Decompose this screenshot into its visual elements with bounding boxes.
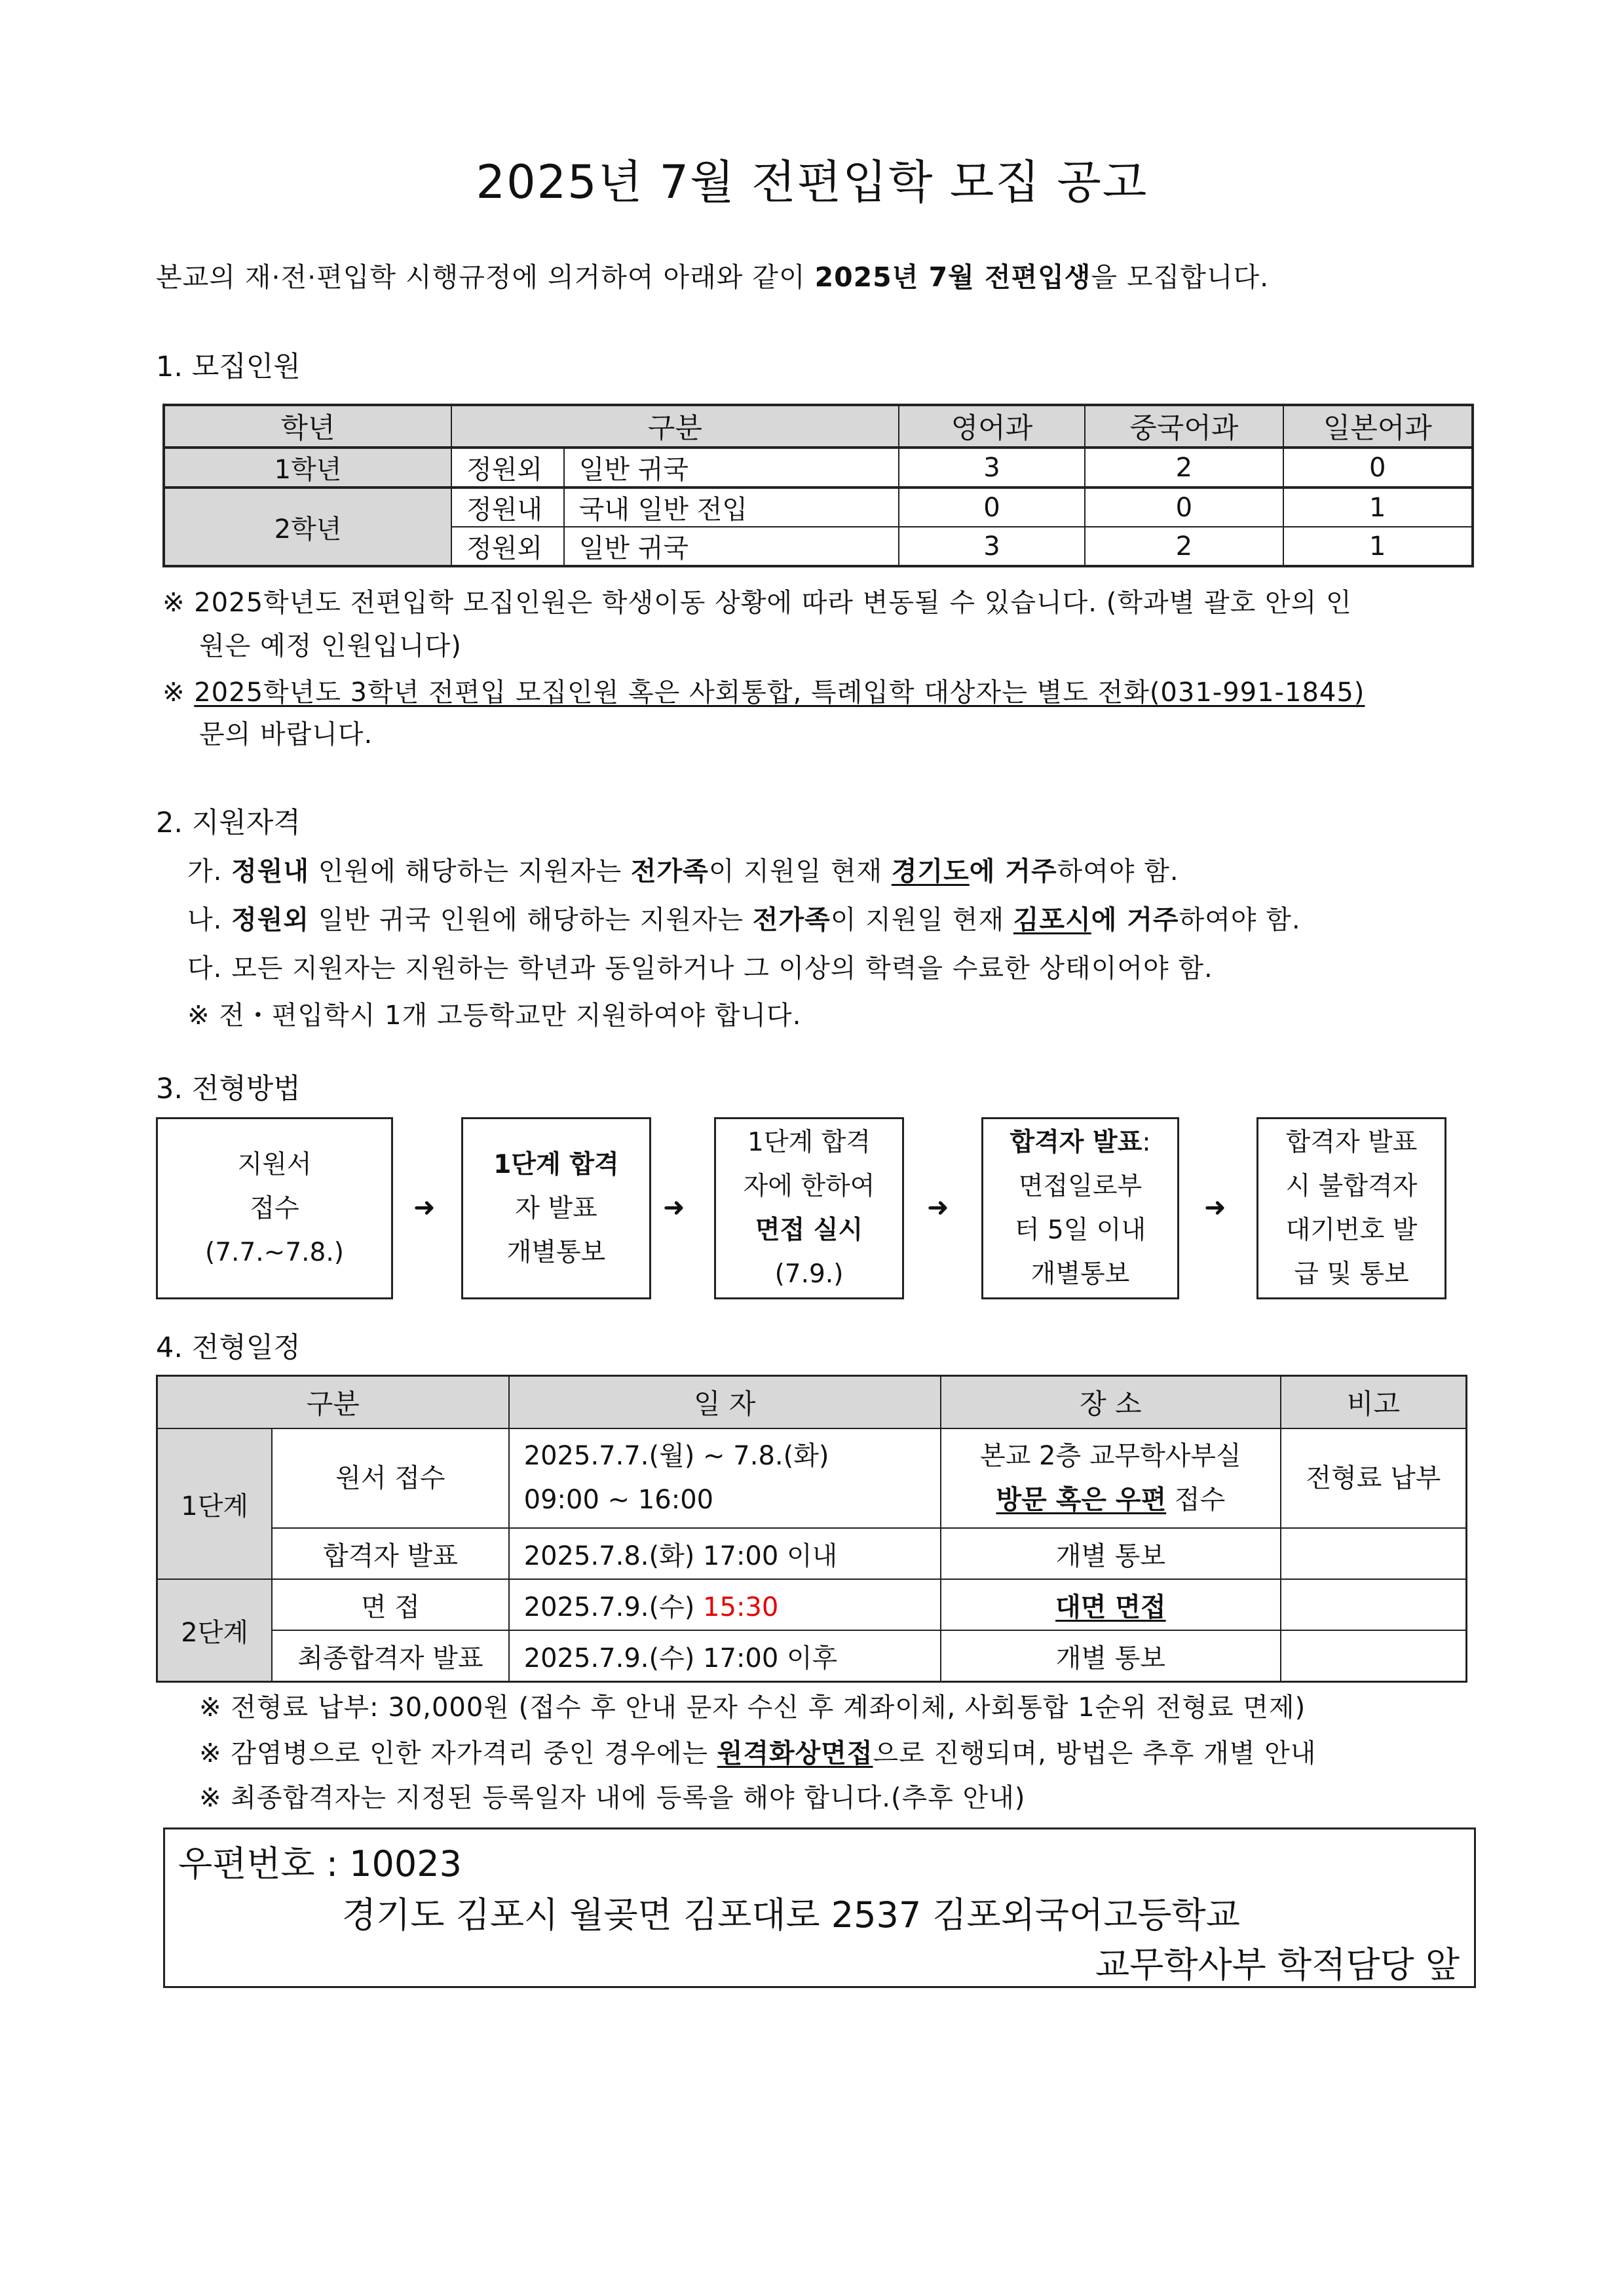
text: 하여야 함. — [1057, 856, 1179, 887]
place-cell: 개별 통보 — [941, 1630, 1281, 1682]
text: 하여야 함. — [1179, 905, 1301, 935]
address-line: 경기도 김포시 월곶면 김포대로 2537 김포외국어고등학교 — [342, 1894, 1240, 1936]
schedule-note-3: ※ 최종합격자는 지정된 등록일자 내에 등록을 해야 합니다.(추후 안내) — [199, 1783, 1026, 1813]
bold-term: 정원내 — [231, 856, 309, 887]
step-line: 1단계 합격 — [747, 1128, 871, 1157]
arrow-icon: ➜ — [663, 1193, 685, 1223]
note-cell — [1281, 1630, 1467, 1682]
bold-term: 합격자 발표 — [1010, 1128, 1142, 1157]
place-line — [941, 1478, 1280, 1522]
bold-term: 에 거주 — [969, 856, 1057, 887]
date-cell: 2025.7.9.(수) 17:00 이후 — [509, 1630, 941, 1682]
underlined-term: 김포시 — [1013, 905, 1091, 935]
stage-cell: 1단계 — [157, 1428, 273, 1579]
step-line: 자 발표 — [515, 1193, 597, 1223]
note-cell — [1281, 1528, 1467, 1579]
header-category: 구분 — [157, 1376, 509, 1429]
text: 인원에 해당하는 지원자는 — [309, 856, 631, 887]
schedule-table — [156, 1375, 1467, 1683]
table-row — [157, 1630, 1467, 1682]
english-cell: 0 — [899, 488, 1085, 527]
english-cell: 3 — [899, 527, 1085, 566]
header-note: 비고 — [1281, 1376, 1467, 1429]
step-box-5 — [1256, 1117, 1446, 1299]
item-marker: 가. — [187, 856, 232, 887]
header-japanese: 일본어과 — [1283, 405, 1473, 448]
step-line: 시 불합격자 — [1285, 1172, 1418, 1201]
note-cell — [1281, 1579, 1467, 1630]
recruitment-note-1: ※ 2025학년도 전편입학 모집인원은 학생이동 상황에 따라 변동될 수 있습니다. (학과별 괄호 안의 인 — [162, 588, 1352, 618]
type-cell: 정원내 — [451, 488, 564, 527]
grade-cell: 1학년 — [164, 448, 451, 488]
item-cell: 원서 접수 — [272, 1428, 508, 1528]
intro-text-end: 을 모집합니다. — [1091, 261, 1270, 293]
detail-cell: 일반 귀국 — [564, 448, 899, 488]
english-cell: 3 — [899, 448, 1085, 488]
section-heading-schedule: 4. 전형일정 — [156, 1331, 301, 1364]
text: 으로 진행되며, 방법은 추후 개별 안내 — [873, 1738, 1317, 1769]
japanese-cell: 1 — [1283, 488, 1473, 527]
header-place: 장 소 — [941, 1376, 1281, 1429]
step-line: (7.7.~7.8.) — [205, 1237, 344, 1267]
section-heading-eligibility: 2. 지원자격 — [156, 807, 301, 839]
place-cell — [941, 1428, 1281, 1528]
chinese-cell: 2 — [1085, 527, 1283, 566]
header-grade: 학년 — [164, 405, 451, 448]
recruitment-note-2 — [162, 672, 1365, 709]
step-line: 급 및 통보 — [1294, 1259, 1409, 1289]
note-mark: ※ — [162, 678, 195, 708]
step-box-3 — [714, 1117, 904, 1299]
date-line: 09:00 ~ 16:00 — [523, 1485, 714, 1515]
table-row — [164, 448, 1473, 488]
type-cell: 정원외 — [451, 448, 564, 488]
step-line — [1010, 1120, 1150, 1164]
note-underlined: 2025학년도 3학년 전편입 모집인원 혹은 사회통합, 특례입학 대상자는 별도 전화(031-991-1845) — [194, 678, 1365, 708]
header-type: 구분 — [451, 405, 899, 448]
step-box-4 — [981, 1117, 1179, 1299]
table-row — [157, 1528, 1467, 1579]
place-cell — [941, 1579, 1281, 1630]
underlined-term: 경기도 — [891, 856, 970, 887]
section-heading-method: 3. 전형방법 — [156, 1073, 301, 1105]
japanese-cell: 1 — [1283, 527, 1473, 566]
item-cell: 면 접 — [272, 1579, 508, 1630]
item-cell: 합격자 발표 — [272, 1528, 508, 1579]
item-cell: 최종합격자 발표 — [272, 1630, 508, 1682]
postal-code: 우편번호 : 10023 — [178, 1843, 462, 1885]
date-line: 2025.7.7.(월) ~ 7.8.(화) — [523, 1441, 829, 1471]
grade-cell: 2학년 — [164, 488, 451, 566]
step-line: 터 5일 이내 — [1014, 1215, 1146, 1245]
arrow-icon: ➜ — [1204, 1193, 1226, 1223]
detail-cell: 국내 일반 전입 — [564, 488, 899, 527]
step-line: 개별통보 — [1030, 1259, 1130, 1289]
intro-bold: 2025년 7월 전편입생 — [814, 261, 1091, 293]
recruitment-table — [162, 404, 1474, 567]
step-line: 합격자 발표 — [1285, 1128, 1418, 1157]
eligibility-item-a — [187, 851, 1179, 888]
bold-term: 전가족 — [630, 856, 709, 887]
recipient-line: 교무학사부 학적담당 앞 — [1095, 1944, 1460, 1985]
text: ※ 감염병으로 인한 자가격리 중인 경우에는 — [199, 1738, 717, 1769]
text: 일반 귀국 인원에 해당하는 지원자는 — [309, 905, 753, 935]
stage-cell: 2단계 — [157, 1579, 273, 1682]
step-box-2 — [461, 1117, 651, 1299]
schedule-note-2 — [199, 1732, 1316, 1770]
date-cell: 2025.7.8.(화) 17:00 이내 — [509, 1528, 941, 1579]
intro-paragraph — [156, 256, 1269, 294]
highlight-time: 15:30 — [703, 1592, 779, 1622]
address-box — [163, 1827, 1476, 1988]
eligibility-note: ※ 전・편입학시 1개 고등학교만 지원하여야 합니다. — [187, 1001, 802, 1031]
arrow-icon: ➜ — [927, 1193, 949, 1223]
table-header-row — [164, 405, 1473, 448]
eligibility-item-b — [187, 899, 1301, 936]
date-cell — [509, 1579, 941, 1630]
step-line: 면접 실시 — [755, 1215, 863, 1245]
table-header-row — [157, 1376, 1467, 1429]
date-cell — [509, 1428, 941, 1528]
place-line: 본교 2층 교무학사부실 — [980, 1441, 1241, 1471]
table-row — [164, 488, 1473, 527]
section-heading-recruitment: 1. 모집인원 — [156, 351, 301, 383]
table-row — [157, 1579, 1467, 1630]
arrow-icon: ➜ — [413, 1193, 436, 1223]
step-line: (7.9.) — [774, 1259, 844, 1289]
bold-term: 에 거주 — [1091, 905, 1179, 935]
bold-term: 전가족 — [752, 905, 831, 935]
text: 접수 — [1166, 1485, 1226, 1515]
recruitment-note-2-cont: 문의 바랍니다. — [199, 719, 373, 750]
step-line: 지원서 — [237, 1149, 312, 1179]
step-line: 접수 — [250, 1193, 299, 1223]
header-chinese: 중국어과 — [1085, 405, 1283, 448]
step-line: 1단계 합격 — [493, 1149, 619, 1179]
table-row — [157, 1428, 1467, 1528]
bold-term: 정원외 — [231, 905, 309, 935]
recruitment-note-1-cont: 원은 예정 인원입니다) — [199, 631, 462, 661]
text: 이 지원일 현재 — [830, 905, 1013, 935]
step-line: 자에 한하여 — [743, 1172, 875, 1201]
detail-cell: 일반 귀국 — [564, 527, 899, 566]
step-line: 개별통보 — [506, 1237, 606, 1267]
item-marker: 나. — [187, 905, 232, 935]
chinese-cell: 0 — [1085, 488, 1283, 527]
text: : — [1142, 1128, 1151, 1157]
type-cell: 정원외 — [451, 527, 564, 566]
step-box-1 — [156, 1117, 393, 1299]
header-date: 일 자 — [509, 1376, 941, 1429]
step-line: 면접일로부 — [1018, 1172, 1142, 1201]
text: 2025.7.9.(수) — [523, 1592, 704, 1622]
underlined-term: 원격화상면접 — [717, 1738, 873, 1769]
note-cell: 전형료 납부 — [1281, 1428, 1467, 1528]
page-title: 2025년 7월 전편입학 모집 공고 — [476, 155, 1148, 209]
header-english: 영어과 — [899, 405, 1085, 448]
step-line: 대기번호 발 — [1285, 1215, 1418, 1245]
text: 이 지원일 현재 — [708, 856, 892, 887]
underlined-term: 방문 혹은 우편 — [996, 1485, 1167, 1515]
japanese-cell: 0 — [1283, 448, 1473, 488]
intro-text: 본교의 재·전·편입학 시행규정에 의거하여 아래와 같이 — [156, 261, 815, 293]
chinese-cell: 2 — [1085, 448, 1283, 488]
place-cell: 개별 통보 — [941, 1528, 1281, 1579]
underlined-term: 대면 면접 — [1055, 1592, 1166, 1622]
schedule-note-1: ※ 전형료 납부: 30,000원 (접수 후 안내 문자 수신 후 계좌이체, 사회통합 1순위 전형료 면제) — [199, 1693, 1306, 1723]
eligibility-item-c: 다. 모든 지원자는 지원하는 학년과 동일하거나 그 이상의 학력을 수료한 상태이어야 함. — [187, 953, 1213, 984]
